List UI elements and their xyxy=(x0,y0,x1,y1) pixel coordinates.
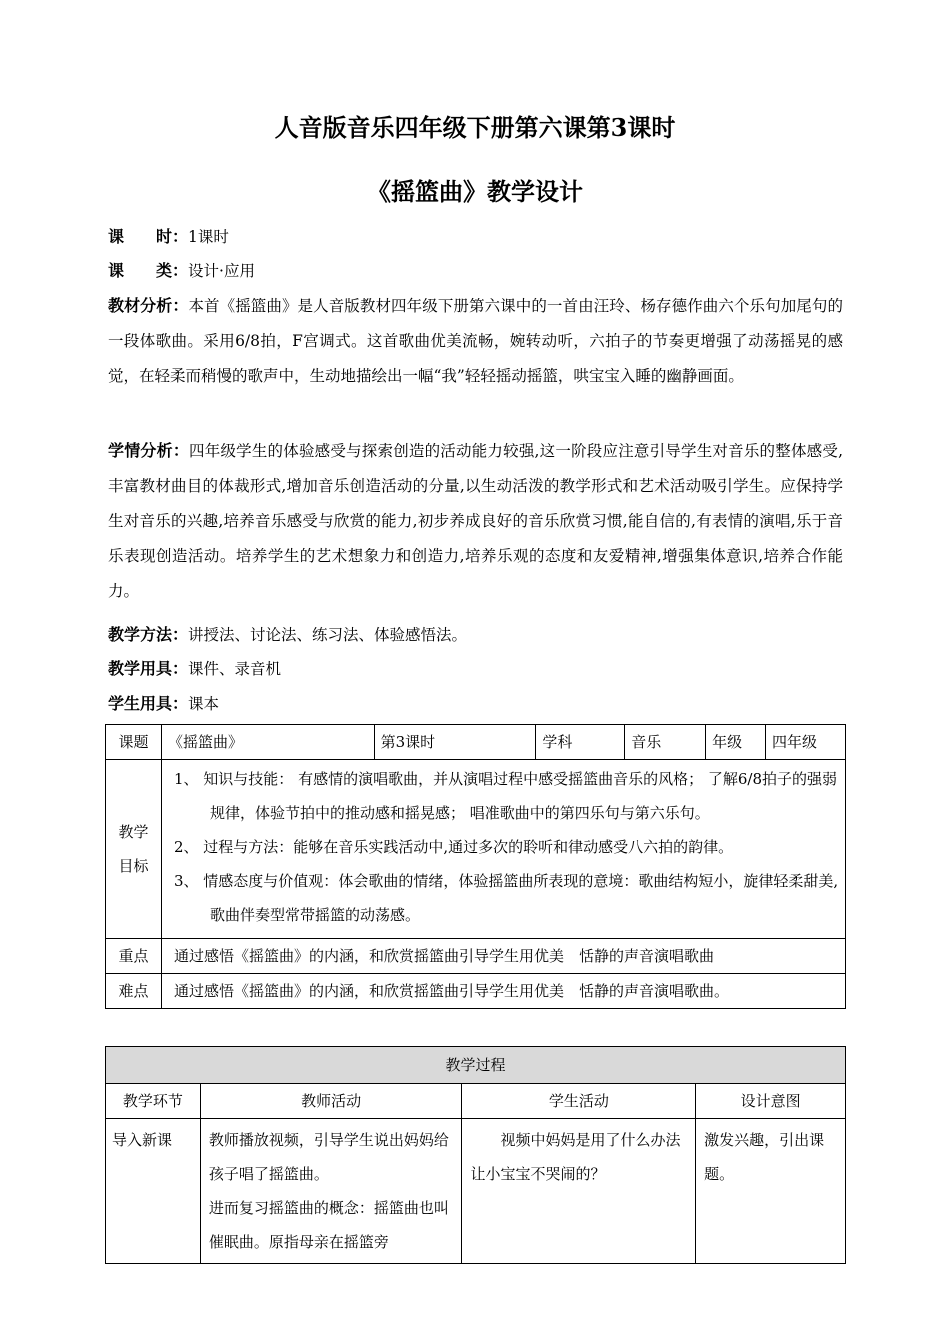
objectives-label-line1: 教学 xyxy=(118,823,149,841)
class-type-label: 课 类： xyxy=(108,261,189,280)
table-row xyxy=(106,760,846,939)
table-row xyxy=(106,725,846,760)
table-row xyxy=(106,1084,846,1119)
table-row xyxy=(106,974,846,1009)
lesson-info-table xyxy=(105,724,846,760)
teacher-activity-text: 教师播放视频，引导学生说出妈妈给孩子唱了摇篮曲。 xyxy=(208,1131,449,1183)
objectives-table xyxy=(105,759,846,1009)
student-activity-cell: 视频中妈妈是用了什么办法让小宝宝不哭闹的？ xyxy=(462,1119,696,1264)
textbook-analysis-text: 本首《摇篮曲》是人音版教材四年级下册第六课中的一首由汪玲、杨存德作曲六个乐句加尾句的一段体歌曲。采用6/8拍，F宫调式。这首歌曲优美流畅，婉转动听，六拍子的节奏更增强了动荡摇晃的感觉，在轻柔而稍慢的歌声中，生动地描绘出一幅“我”轻轻摇动摇篮，哄宝宝入睡的幽静画面。 xyxy=(108,297,843,385)
class-hours-line xyxy=(108,220,843,254)
column-header-teacher: 教师活动 xyxy=(200,1084,462,1119)
table-row xyxy=(106,1047,846,1084)
document-title: 人音版音乐四年级下册第六课第3课时 xyxy=(274,113,676,142)
stage-cell: 导入新课 xyxy=(106,1119,201,1264)
column-header-intent: 设计意图 xyxy=(696,1084,846,1119)
table-row xyxy=(106,1119,846,1264)
class-type-line xyxy=(108,254,843,288)
grade-label: 年级 xyxy=(706,725,766,760)
period-value: 第3课时 xyxy=(374,725,536,760)
topic-label: 课题 xyxy=(106,725,162,760)
teaching-method xyxy=(108,617,843,653)
document-subtitle: 《摇篮曲》教学设计 xyxy=(367,177,583,206)
process-table xyxy=(105,1046,846,1264)
student-analysis xyxy=(108,433,843,609)
student-tools-text: 课本 xyxy=(188,695,220,713)
design-intent-cell: 激发兴趣，引出课题。 xyxy=(696,1119,846,1264)
class-hours-value: 1课时 xyxy=(188,228,229,246)
difficulty-label: 难点 xyxy=(106,974,162,1009)
key-point-label: 重点 xyxy=(106,939,162,974)
class-type-value: 设计·应用 xyxy=(188,262,255,280)
teacher-activity-text-2: 进而复习摇篮曲的概念：摇篮曲也叫催眠曲。原指母亲在摇篮旁 xyxy=(208,1199,449,1251)
teaching-tools-label: 教学用具： xyxy=(108,659,189,678)
table-row xyxy=(106,939,846,974)
teaching-tools xyxy=(108,651,843,687)
grade-value: 四年级 xyxy=(766,725,846,760)
teaching-tools-text: 课件、录音机 xyxy=(188,660,282,678)
student-tools-label: 学生用具： xyxy=(108,694,189,713)
objectives-label xyxy=(106,760,162,939)
objective-item: 1、 知识与技能： 有感情的演唱歌曲，并从演唱过程中感受摇篮曲音乐的风格； 了解6/8拍子的强弱规律，体验节拍中的推动感和摇晃感； 唱准歌曲中的第四乐句与第六乐句。 xyxy=(174,770,837,822)
student-analysis-label: 学情分析： xyxy=(108,441,190,460)
process-header: 教学过程 xyxy=(106,1047,846,1084)
textbook-analysis xyxy=(108,288,843,394)
teacher-activity-cell xyxy=(200,1119,462,1264)
objectives-content xyxy=(162,760,846,939)
objective-item: 3、 情感态度与价值观：体会歌曲的情绪，体验摇篮曲所表现的意境：歌曲结构短小，旋律轻柔甜美,歌曲伴奏型常带摇篮的动荡感。 xyxy=(174,872,839,924)
textbook-analysis-label: 教材分析： xyxy=(108,296,189,315)
topic-value: 《摇篮曲》 xyxy=(161,725,374,760)
objectives-label-line2: 目标 xyxy=(118,857,149,875)
student-analysis-text: 四年级学生的体验感受与探索创造的活动能力较强,这一阶段应注意引导学生对音乐的整体感受,丰富教材曲目的体裁形式,增加音乐创造活动的分量,以生动活泼的教学形式和艺术活动吸引学生。应保持学生对音乐的兴趣,培养音乐感受与欣赏的能力,初步养成良好的音乐欣赏习惯,能自信的,有表情的演唱,乐于音乐表现创造活动。培养学生的艺术想象力和创造力,培养乐观的态度和友爱精神,增强集体意识,培养合作能力。 xyxy=(108,442,843,600)
subject-label: 学科 xyxy=(536,725,625,760)
difficulty-text: 通过感悟《摇篮曲》的内涵，和欣赏摇篮曲引导学生用优美 恬静的声音演唱歌曲。 xyxy=(162,974,846,1009)
column-header-stage: 教学环节 xyxy=(106,1084,201,1119)
subject-value: 音乐 xyxy=(625,725,706,760)
teaching-method-text: 讲授法、讨论法、练习法、体验感悟法。 xyxy=(188,626,468,644)
student-tools xyxy=(108,686,843,722)
key-point-text: 通过感悟《摇篮曲》的内涵，和欣赏摇篮曲引导学生用优美 恬静的声音演唱歌曲 xyxy=(162,939,846,974)
objective-item: 2、 过程与方法：能够在音乐实践活动中,通过多次的聆听和律动感受八六拍的韵律。 xyxy=(174,838,734,856)
teaching-method-label: 教学方法： xyxy=(108,625,189,644)
column-header-student: 学生活动 xyxy=(462,1084,696,1119)
class-hours-label: 课 时： xyxy=(108,227,189,246)
